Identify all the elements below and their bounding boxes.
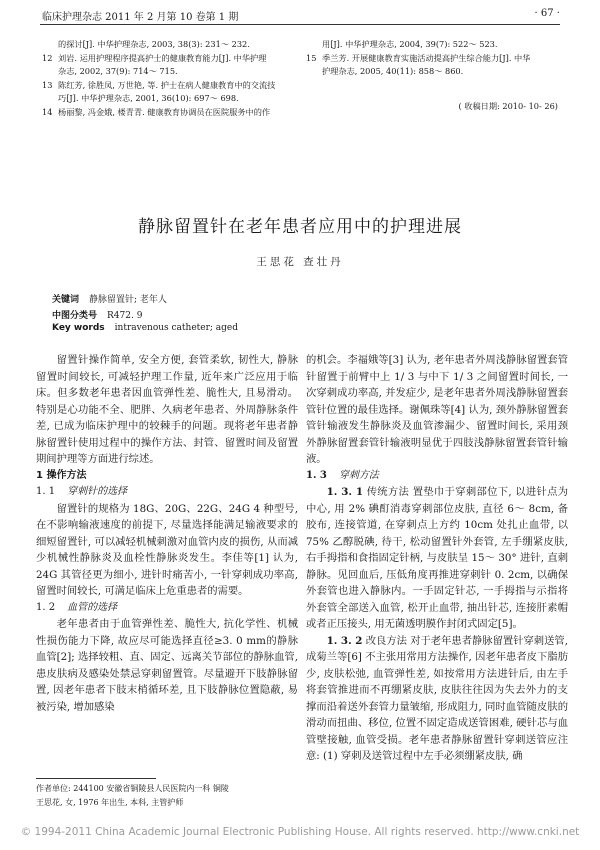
subsection-heading: 1. 1 穿刺针的选择 [36, 486, 128, 497]
ref-line: 护理杂志, 2005, 40(11): 858～ 860. [322, 66, 464, 76]
keywords-row: 关键词 静脉留置针; 老年人 [52, 295, 167, 305]
article-title: 静脉留置针在老年患者应用中的护理进展 [138, 217, 462, 237]
footnote [36, 782, 298, 810]
left-column [36, 352, 298, 715]
body-paragraph: 1. 3. 1 传统方法 置垫巾于穿刺部位下, 以进针点为中心, 用 2% 碘酊消毒穿刺部位皮肤, 直径 6～ 8cm, 备胶布, 连接管道, 在穿刺点上方约 10cm 处扎止血带, 以 75% 乙醇脱碘, 待干, 松动留置针外套管, 左手绷紧皮肤, 右手拇指和食指固定针柄, 与皮肤呈 15～ 30° 进针, 直刺静脉。见回血后, 压低角度再推进穿刺针 0. 2cm, 以确保外套管也进入静脉内。一手固定针芯, 一手拇指与示指将外套管全部送入血管, 松开止血带, 抽出针芯, 连接肝素帽或者正压接头, 用无菌透明膜作封闭式固定[5]。 [306, 486, 568, 630]
header-rule [40, 24, 560, 25]
body-paragraph: 1. 3. 2 改良方法 对于老年患者静脉留置针穿刺送管, 成菊兰等[6] 不主张用常用方法操作, 因老年患者皮下脂肪少, 皮肤松弛, 血管弹性差, 如按常用方法进针后, 由左手将套管推进而不再绷紧皮肤, 皮肤往往因为失去外力的支撑而沿着送外套管力量皱缩, 形成阻力, 同时血管随皮肤的滑动而扭曲、移位, 位置不固定造成送管困难, 硬针芯与血管壁接触, 血管受损。老年患者静脉留置针穿刺送管应注意: (1) 穿刺及送管过程中左手必须绷紧皮肤, 确 [306, 634, 568, 762]
ref-line: 用[J]. 中华护理杂志, 2004, 39(7): 522～ 523. [322, 39, 498, 49]
authors: 王思花 查壮丹 [256, 256, 344, 268]
english-keywords-row: Key words intravenous catheter; aged [52, 323, 239, 333]
copyright-line: © 1994-2011 China Academic Journal Electronic Publishing House. All rights reserved. http://www.cnki.net [20, 826, 580, 838]
ref-line: 杂志, 2002, 37(9): 714～ 715. [58, 66, 178, 76]
subsection-heading: 1. 2 血管的选择 [36, 601, 118, 613]
journal-header: 临床护理杂志 2011 年 2 月第 10 卷第 1 期 [42, 12, 239, 23]
page-number: · 67 · [534, 8, 560, 19]
references-right [306, 38, 560, 79]
body-paragraph: 老年患者由于血管弹性差、脆性大, 抗化学性、机械性损伤能力下降, 故应尽可能选择直径≥3. 0 mm的静脉血管[2]; 选择较粗、直、固定、远离关节部位的静脉血管, 患皮肤病及感染处禁忌穿刺留置管。尽量避开下肢静脉留置, 因老年患者下肢末梢循环差, 且下肢静脉位置隐蔽, 易被污染, 增加感染 [36, 618, 298, 713]
subsection-heading: 1. 3 穿刺方法 [306, 469, 379, 481]
ref-line: 的探讨[J]. 中华护理杂志, 2003, 38(3): 231～ 232. [58, 39, 250, 49]
ref-line: 14 杨丽黎, 冯金娥, 楼青青. 健康教育协调员在医院服务中的作 [42, 106, 271, 117]
author-bio: 王思花, 女, 1976 年出生, 本科, 主管护师 [36, 798, 184, 807]
ref-line: 巧[J]. 中华护理杂志, 2001, 36(10): 697～ 698. [58, 93, 239, 103]
body-paragraph: 留置针的规格为 18G、20G、22G、24G 4 种型号, 在不影响输液速度的前提下, 尽量选择能满足输液要求的细短留置针, 可以减轻机械刺激对血管内皮的损伤, 从而减少机械性静脉炎及血栓性静脉炎发生。李佳等[1] 认为, 24G 其管径更为细小, 进针时痛苦小, 一针穿刺成功率高, 留置时间较长, 可满足临床上危重患者的需要。 [36, 502, 298, 597]
intro-paragraph: 留置针操作简单, 安全方便, 套管柔软, 韧性大, 静脉留置时间较长, 可减轻护理工作量, 近年来广泛应用于临床。但多数老年患者因血管弹性差、脆性大, 且易滑动。特别是心功能不全、肥胖、久病老年患者、外周静脉条件差, 已成为临床护理中的较棘手的问题。现将老年患者静脉留置针使用过程中的操作方法、封管、留置时间及留置期间护理等方面进行综述。 [36, 354, 298, 465]
author-unit: 作者单位: 244100 安徽省铜陵县人民医院内一科 铜陵 [36, 784, 229, 793]
received-date: ( 收稿日期: 2010- 10- 26) [458, 101, 558, 111]
classification-row: 中图分类号 R472. 9 [52, 311, 143, 321]
section-heading: 1 操作方法 [36, 469, 87, 481]
footnote-rule [36, 778, 156, 779]
ref-line: 12 刘岩. 运用护理程序提高护士的健康教育能力[J]. 中华护理 [42, 52, 267, 63]
ref-line: 15 季兰芳. 开展健康教育实施活动提高护生综合能力[J]. 中华 [306, 52, 531, 63]
right-column [306, 352, 568, 765]
references-left [42, 38, 292, 119]
body-paragraph: 的机会。李福娥等[3] 认为, 老年患者外周浅静脉留置套管针留置于前臂中上 1/ 3 与中下 1/ 3 之间留置时间长, 一次穿刺成功率高, 并发症少, 是老年患者外周浅静脉留置套管针位置的最佳选择。谢佩珠等[4] 认为, 颈外静脉留置套管针输液发生静脉炎及血管渗漏少、留置时间长, 采用颈外静脉留置套管针输液明显优于四肢浅静脉留置套管针输液。 [306, 354, 568, 465]
ref-line: 13 陈红芳, 徐胜凤, 万世艳, 等. 护士在病人健康教育中的交流技 [42, 79, 276, 90]
